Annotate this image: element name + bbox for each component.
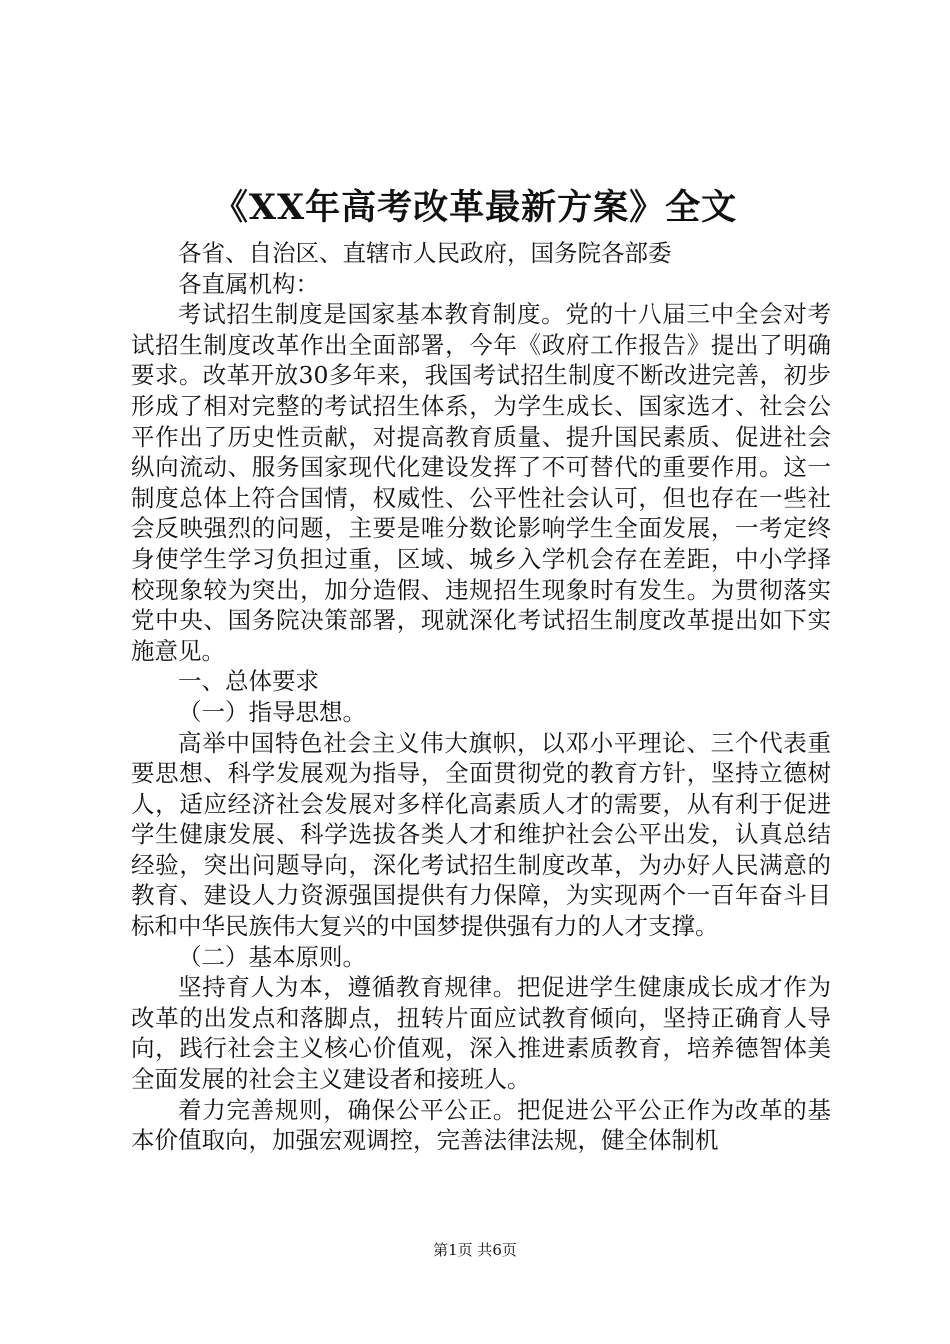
section-heading-general-requirements: 一、总体要求 xyxy=(178,667,319,696)
subsection-heading-guiding-ideology: （一）指导思想。 xyxy=(178,697,366,726)
principle-paragraph-1: 坚持育人为本，遵循教育规律。把促进学生健康成长成才作为改革的出发点和落脚点，扭转片面应试教育倾向，坚持正确育人导向，践行社会主义核心价值观，深入推进素质教育，培养德智体美全面发展的社会主义建设者和接班人。 xyxy=(131,973,831,1094)
salutation-line-1: 各省、自治区、直辖市人民政府，国务院各部委 xyxy=(178,239,672,267)
salutation-line-2: 各直属机构： xyxy=(178,269,319,298)
principle-paragraph-2: 着力完善规则，确保公平公正。把促进公平公正作为改革的基本价值取向，加强宏观调控，完善法律法规，健全体制机 xyxy=(131,1095,831,1155)
page-footer: 第1页 共6页 xyxy=(433,1241,517,1259)
intro-paragraph: 考试招生制度是国家基本教育制度。党的十八届三中全会对考试招生制度改革作出全面部署，今年《政府工作报告》提出了明确要求。改革开放30多年来，我国考试招生制度不断改进完善，初步形成了相对完整的考试招生体系，为学生成长、国家选才、社会公平作出了历史性贡献，对提高教育质量、提升国民素质、促进社会纵向流动、服务国家现代化建设发挥了不可替代的重要作用。这一制度总体上符合国情，权威性、公平性社会认可，但也存在一些社会反映强烈的问题，主要是唯分数论影响学生全面发展，一考定终身使学生学习负担过重，区域、城乡入学机会存在差距，中小学择校现象较为突出，加分造假、违规招生现象时有发生。为贯彻落实党中央、国务院决策部署，现就深化考试招生制度改革提出如下实施意见。 xyxy=(131,300,831,665)
guiding-ideology-paragraph: 高举中国特色社会主义伟大旗帜，以邓小平理论、三个代表重要思想、科学发展观为指导，全面贯彻党的教育方针，坚持立德树人，适应经济社会发展对多样化高素质人才的需要，从有利于促进学生健康发展、科学选拔各类人才和维护社会公平出发，认真总结经验，突出问题导向，深化考试招生制度改革，为办好人民满意的教育、建设人力资源强国提供有力保障，为实现两个一百年奋斗目标和中华民族伟大复兴的中国梦提供强有力的人才支撑。 xyxy=(131,728,831,941)
document-title: 《XX年高考改革最新方案》全文 xyxy=(212,187,738,228)
subsection-heading-basic-principles: （二）基本原则。 xyxy=(178,942,366,971)
document-body xyxy=(131,238,831,1156)
